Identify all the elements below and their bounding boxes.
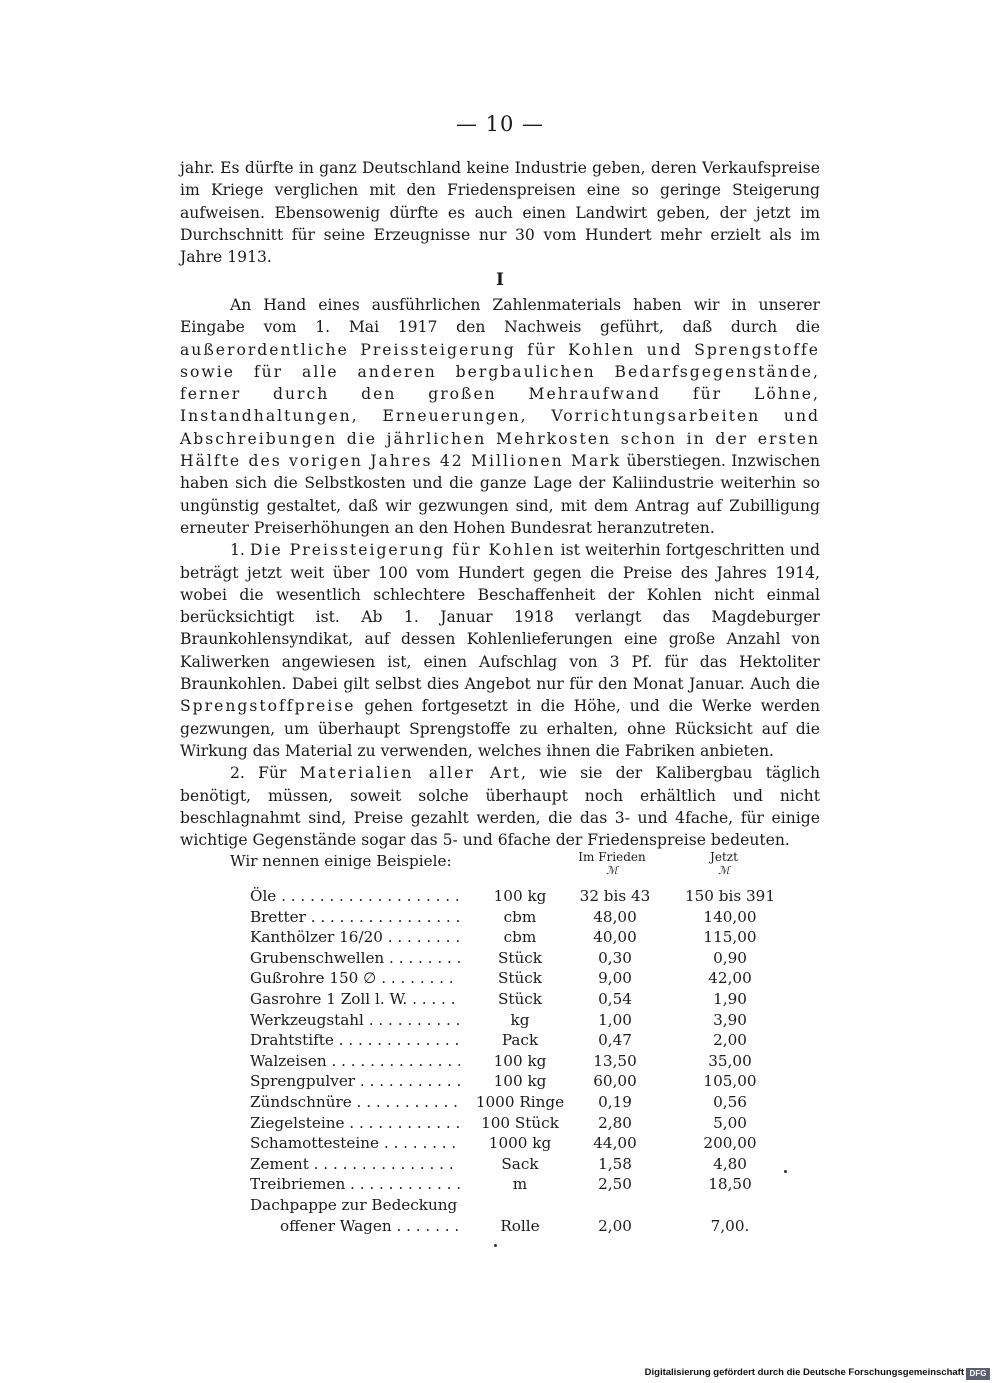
intro-paragraph: [180, 157, 820, 268]
main-paragraph-emphasis: außerordentliche Preissteigerung für Kohlen und Sprengstoffe sowie für alle anderen bergbaulichen Bedarfsgegenstände, ferner durch den großen Mehraufwand für Löhne, Instandhaltungen, Erneuerungen, Vorrichtungsarbeiten und Abschreibungen die jährlichen Mehrkosten schon in der ersten Hälfte des vorigen Jahres 42 Millionen Mark: [180, 340, 820, 471]
price-table: [180, 848, 820, 1236]
row-current-price: 200,00: [703, 1134, 757, 1153]
point-1-emphasis-2: Sprengstoffpreise: [180, 697, 356, 716]
row-quantity: 1000 Ringe: [475, 1092, 565, 1111]
point-1-emphasis: Die Preissteigerung für Kohlen: [249, 541, 556, 560]
row-peace-price: 2,00: [598, 1216, 632, 1235]
row-quantity: m: [512, 1175, 528, 1194]
table-row: [180, 948, 820, 969]
point-1-paragraph: [180, 539, 820, 762]
column-header-peace-unit: ℳ: [606, 864, 618, 877]
section-heading: I: [496, 270, 504, 290]
table-row: [180, 1113, 820, 1134]
row-peace-price: 1,58: [598, 1154, 632, 1173]
main-paragraph-post: überstiegen. Inzwischen haben sich die Selbstkosten und die ganze Lage der Kaliindustrie weiterhin so ungünstig gestaltet, daß wir gezwungen sind, mit dem Antrag auf Zubilligung erneuter Preiserhöhungen an den Hohen Bundesrat heranzutreten.: [180, 452, 821, 537]
row-current-price: 42,00: [708, 969, 752, 988]
row-current-price: 18,50: [708, 1175, 752, 1194]
row-item: Grubenschwellen . . .: [250, 948, 460, 969]
row-item: Treibriemen . . .: [250, 1174, 460, 1195]
row-peace-price: 0,47: [598, 1031, 632, 1050]
row-current-price: 115,00: [703, 928, 757, 947]
table-row: [180, 907, 820, 928]
table-row: [180, 927, 820, 948]
dfg-logo: DFG: [966, 1368, 990, 1380]
point-1-mid: ist weiterhin fortgeschritten und beträgt jetzt weit über 100 vom Hundert gegen die Preise des Jahres 1914, wobei die wesentlich schlechtere Beschaffenheit der Kohlen nicht einmal berücksichtigt ist. Ab 1. Januar 1918 verlangt das Magdeburger Braunkohlensyndikat, auf dessen Kohlenlieferungen eine große Anzahl von Kaliwerken angewiesen ist, einen Aufschlag von 3 Pf. für das Hektoliter Braunkohlen. Dabei gilt selbst dies Angebot nur für den Monat Januar. Auch die: [180, 541, 820, 694]
row-item: Zement . . .: [250, 1154, 460, 1175]
row-peace-price: 32 bis 43: [579, 887, 651, 905]
table-row: [180, 1010, 820, 1031]
row-peace-price: 44,00: [593, 1134, 637, 1153]
table-row: [180, 968, 820, 989]
row-current-price: 0,56: [713, 1092, 747, 1111]
table-row: [180, 1154, 820, 1175]
row-peace-price: 60,00: [593, 1072, 637, 1091]
table-row: [180, 1216, 820, 1237]
table-header: [180, 848, 820, 886]
row-current-price: 1,90: [713, 989, 747, 1008]
point-2-paragraph: [180, 762, 820, 851]
row-peace-price: 13,50: [593, 1051, 637, 1070]
row-current-price: 150 bis 391: [684, 887, 775, 905]
column-header-peace-label: Im Frieden: [578, 850, 646, 864]
row-quantity: Stück: [498, 969, 542, 988]
row-quantity: kg: [510, 1010, 530, 1029]
table-row: [180, 1174, 820, 1195]
print-speck: [494, 1244, 497, 1247]
table-row: [180, 1051, 820, 1072]
row-item: Schamottesteine . . .: [250, 1133, 460, 1154]
row-quantity: cbm: [503, 928, 537, 947]
row-item-line-1: Dachpappe zur Bedeckung: [250, 1195, 458, 1214]
intro-text: jahr. Es dürfte in ganz Deutschland keine Industrie geben, deren Verkaufspreise im Kriege verglichen mit den Friedenspreisen eine so geringe Steigerung aufweisen. Ebensowenig dürfte es auch einen Landwirt geben, der jetzt im Durchschnitt für seine Erzeugnisse nur 30 vom Hundert mehr erzielt als im Jahre 1913.: [180, 159, 820, 267]
row-quantity: Pack: [501, 1031, 539, 1050]
row-current-price: 0,90: [713, 948, 747, 967]
row-quantity: 100 kg: [493, 1051, 547, 1070]
point-1-pre: 1.: [230, 541, 250, 560]
point-1-post: gehen fortgesetzt in die Höhe, und die Werke werden gezwungen, um überhaupt Sprengstoffe zu erhalten, ohne Rücksicht auf die Wirkung das Material zu verwenden, welches ihnen die Fabriken anbieten.: [180, 697, 820, 760]
point-2-emphasis: Materialien aller Art: [299, 764, 522, 783]
table-row-continuation: [180, 1195, 820, 1216]
row-peace-price: 1,00: [598, 1010, 632, 1029]
row-item: Werkzeugstahl . . .: [250, 1010, 460, 1031]
row-peace-price: 0,54: [598, 989, 632, 1008]
row-current-price: 140,00: [703, 907, 757, 926]
print-speck: [784, 1170, 787, 1173]
table-row: [180, 1133, 820, 1154]
row-item: Gasrohre 1 Zoll l. W. . . .: [250, 989, 460, 1010]
row-item: Drahtstifte . . .: [250, 1030, 460, 1051]
row-current-price: 4,80: [713, 1154, 747, 1173]
row-item: Sprengpulver . . .: [250, 1071, 460, 1092]
row-item: Öle . . .: [250, 886, 460, 907]
row-peace-price: 40,00: [593, 928, 637, 947]
row-quantity: Sack: [501, 1154, 539, 1173]
row-peace-price: 48,00: [593, 907, 637, 926]
row-quantity: 100 kg: [493, 1072, 547, 1091]
row-quantity: 100 Stück: [481, 1113, 559, 1132]
row-peace-price: 0,19: [598, 1092, 632, 1111]
row-quantity: 1000 kg: [488, 1134, 552, 1153]
row-peace-price: 2,50: [598, 1175, 632, 1194]
row-item: Bretter . . .: [250, 907, 460, 928]
table-row: [180, 1092, 820, 1113]
row-current-price: 3,90: [713, 1010, 747, 1029]
column-header-now-label: Jetzt: [710, 850, 738, 864]
row-peace-price: 9,00: [598, 969, 632, 988]
page-number: — 10 —: [455, 112, 545, 136]
column-header-now-unit: ℳ: [718, 864, 730, 877]
row-item: Walzeisen . . .: [250, 1051, 460, 1072]
row-peace-price: 2,80: [598, 1113, 632, 1132]
table-intro: Wir nennen einige Beispiele:: [230, 852, 452, 870]
table-row: [180, 989, 820, 1010]
row-quantity: Stück: [498, 948, 542, 967]
row-current-price: 5,00: [713, 1113, 747, 1132]
row-quantity: Rolle: [500, 1216, 540, 1235]
main-paragraph: [180, 294, 820, 539]
table-row: [180, 1071, 820, 1092]
row-item: Ziegelsteine . . .: [250, 1113, 460, 1134]
row-current-price: 105,00: [703, 1072, 757, 1091]
column-header-peace: [552, 850, 672, 878]
row-peace-price: 0,30: [598, 948, 632, 967]
row-item: Zündschnüre . . .: [250, 1092, 460, 1113]
row-item: Kanthölzer 16/20 . . .: [250, 927, 460, 948]
row-current-price: 7,00.: [710, 1216, 750, 1235]
row-quantity: 100 kg: [493, 887, 547, 905]
row-quantity: cbm: [503, 907, 537, 926]
row-current-price: 2,00: [713, 1031, 747, 1050]
point-2-post: , wie sie der Kalibergbau täglich benötigt, müssen, soweit solche überhaupt noch erhältlich und nicht beschlagnahmt sind, Preise gezahlt werden, die das 3- und 4fache, für einige wichtige Gegenstände sogar das 5- und 6fache der Friedenspreise bedeuten.: [180, 764, 821, 850]
table-row: [180, 886, 820, 907]
main-paragraph-pre: An Hand eines ausführlichen Zahlenmaterials haben wir in unserer Eingabe vom 1. Mai 1917 den Nachweis geführt, daß durch die: [180, 296, 820, 337]
digitization-credit: Digitalisierung gefördert durch die Deutsche Forschungsgemeinschaft: [644, 1367, 964, 1378]
point-2-pre: 2. Für: [230, 764, 300, 783]
row-item-line-2: offener Wagen . . .: [280, 1216, 460, 1237]
column-header-now: [664, 850, 784, 878]
row-item: Gußrohre 150 ∅ . . .: [250, 968, 460, 989]
row-quantity: Stück: [498, 989, 542, 1008]
body-text: [180, 294, 820, 851]
table-row: [180, 1030, 820, 1051]
row-current-price: 35,00: [708, 1051, 752, 1070]
